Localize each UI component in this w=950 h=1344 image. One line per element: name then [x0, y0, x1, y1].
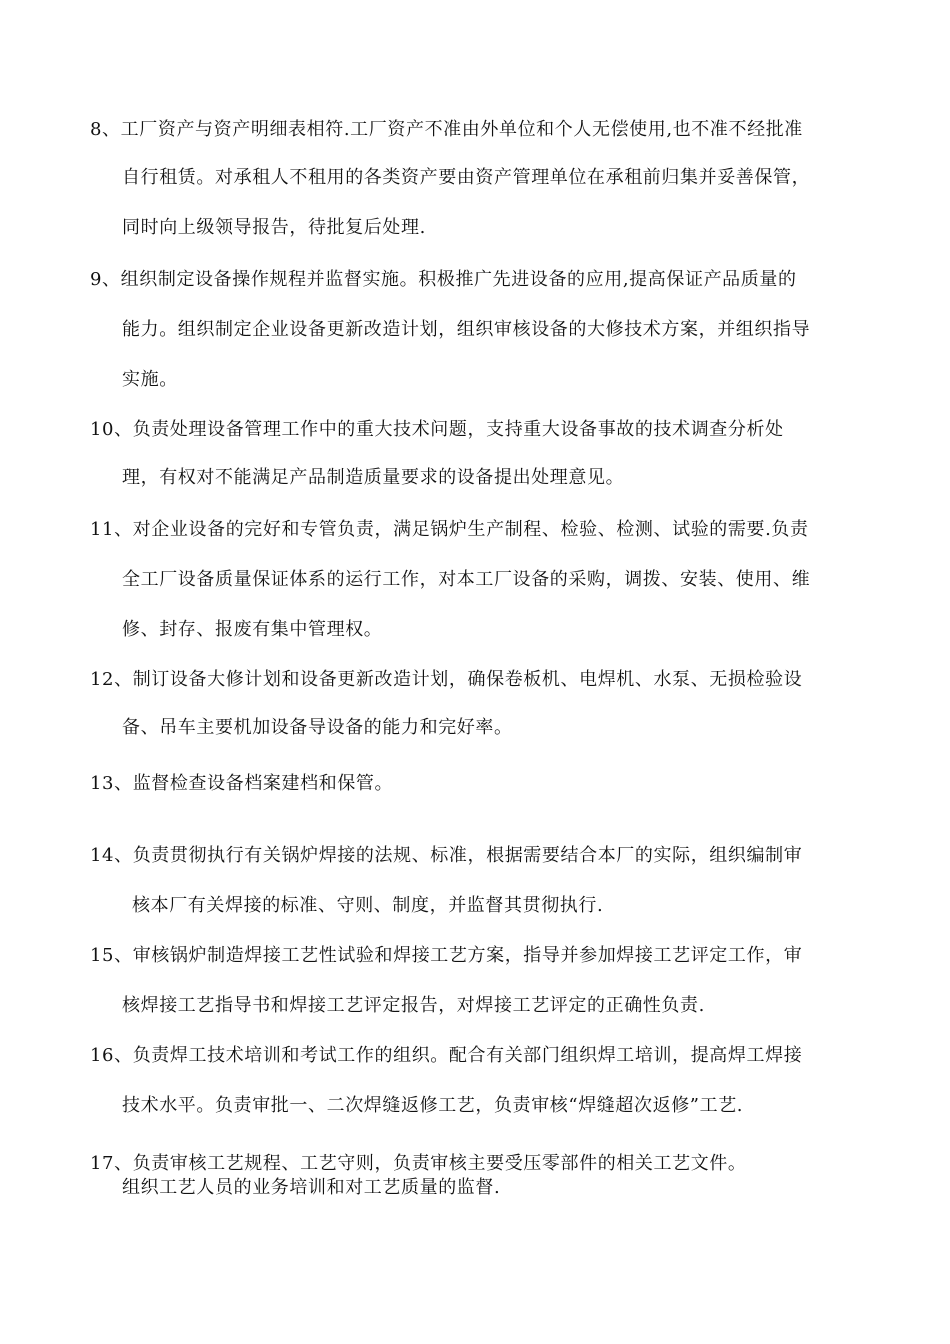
item-8-line-1: 8、工厂资产与资产明细表相符.工厂资产不准由外单位和个人无偿使用,也不准不经批准: [90, 119, 803, 140]
item-16-line-1: 16、负责焊工技术培训和考试工作的组织。配合有关部门组织焊工培训，提高焊工焊接: [90, 1045, 803, 1066]
item-17-line-1: 17、负责审核工艺规程、工艺守则，负责审核主要受压零部件的相关工艺文件。: [90, 1153, 747, 1174]
item-11-line-2: 全工厂设备质量保证体系的运行工作，对本工厂设备的采购，调拨、安装、使用、维: [122, 569, 811, 590]
item-12-line-2: 备、吊车主要机加设备导设备的能力和完好率。: [122, 717, 513, 738]
item-9-line-2: 能力。组织制定企业设备更新改造计划，组织审核设备的大修技术方案，并组织指导: [122, 319, 811, 340]
item-17-line-2: 组织工艺人员的业务培训和对工艺质量的监督.: [122, 1177, 501, 1198]
item-14-line-1: 14、负责贯彻执行有关锅炉焊接的法规、标准，根据需要结合本厂的实际，组织编制审: [90, 845, 803, 866]
item-11-line-1: 11、对企业设备的完好和专管负责，满足锅炉生产制程、检验、检测、试验的需要.负责: [90, 519, 809, 540]
item-8-line-2: 自行租赁。对承租人不租用的各类资产要由资产管理单位在承租前归集并妥善保管，: [122, 167, 811, 188]
item-13-line-1: 13、监督检查设备档案建档和保管。: [90, 773, 394, 794]
item-14-line-2: 核本厂有关焊接的标准、守则、制度，并监督其贯彻执行.: [132, 895, 604, 916]
item-8-line-3: 同时向上级领导报告，待批复后处理.: [122, 217, 426, 238]
item-9-line-3: 实施。: [122, 369, 178, 390]
item-15-line-1: 15、审核锅炉制造焊接工艺性试验和焊接工艺方案，指导并参加焊接工艺评定工作，审: [90, 945, 803, 966]
item-10-line-2: 理，有权对不能满足产品制造质量要求的设备提出处理意见。: [122, 467, 625, 488]
item-16-line-2: 技术水平。负责审批一、二次焊缝返修工艺，负责审核“焊缝超次返修”工艺.: [122, 1095, 744, 1116]
item-10-line-1: 10、负责处理设备管理工作中的重大技术问题，支持重大设备事故的技术调查分析处: [90, 419, 784, 440]
item-9-line-1: 9、组织制定设备操作规程并监督实施。积极推广先进设备的应用,提高保证产品质量的: [90, 269, 797, 290]
item-11-line-3: 修、封存、报废有集中管理权。: [122, 619, 383, 640]
item-15-line-2: 核焊接工艺指导书和焊接工艺评定报告，对焊接工艺评定的正确性负责.: [122, 995, 705, 1016]
item-12-line-1: 12、制订设备大修计划和设备更新改造计划，确保卷板机、电焊机、水泵、无损检验设: [90, 669, 803, 690]
